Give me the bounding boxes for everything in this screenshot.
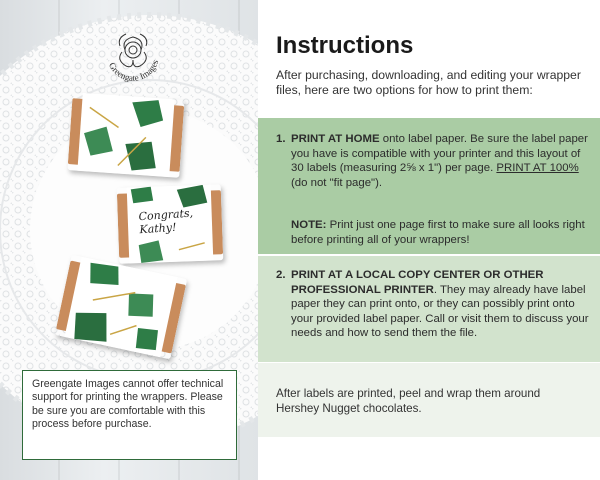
page-title: Instructions (276, 32, 414, 59)
support-disclaimer: Greengate Images cannot offer technical support for printing the wrappers. Please be sure you are comfortable with this process before purchase. (22, 370, 237, 460)
step-print-at-copy-center (276, 268, 596, 341)
intro-text: After purchasing, downloading, and editing your wrapper files, here are two options for how to print them: (276, 68, 581, 98)
note-label: NOTE: (291, 219, 327, 231)
note-text: Print just one page first to make sure all looks right before printing all of your wrappers! (291, 219, 585, 246)
step-number: 1. (276, 133, 286, 145)
step-text: onto label paper. Be sure the label paper you have is compatible with your printer and this layout of 30 labels (measuring 2⅝ x 1") per page. (291, 133, 588, 175)
brand-logo (98, 22, 168, 92)
print-100-link: PRINT AT 100% (496, 162, 579, 175)
step-heading: PRINT AT A LOCAL COPY CENTER OR OTHER PROFESSIONAL PRINTER (291, 269, 544, 296)
step-text: (do not "fit page"). (291, 176, 383, 189)
instructions-panel (258, 0, 600, 480)
step-number: 2. (276, 269, 286, 281)
rose-icon (119, 34, 147, 67)
logo-text: Greengate Images (106, 58, 161, 83)
wrapper-greeting-line1: Congrats, (138, 206, 194, 224)
product-photo (0, 0, 258, 480)
wrapper-greeting (138, 206, 206, 237)
step-heading: PRINT AT HOME (291, 133, 380, 145)
after-print-text: After labels are printed, peel and wrap them around Hershey Nugget chocolates. (276, 387, 541, 415)
svg-text:Greengate Images (107, 58, 160, 83)
step-print-at-home (276, 132, 596, 190)
print-note (291, 218, 597, 247)
step-text: . They may already have label paper they can print onto, or they can possibly print onto your provided label paper. Call or visit them to discuss your needs and how to send them the file. (291, 283, 589, 340)
candy-wrapper (67, 92, 184, 178)
wrapper-greeting-line2: Kathy! (139, 220, 177, 237)
